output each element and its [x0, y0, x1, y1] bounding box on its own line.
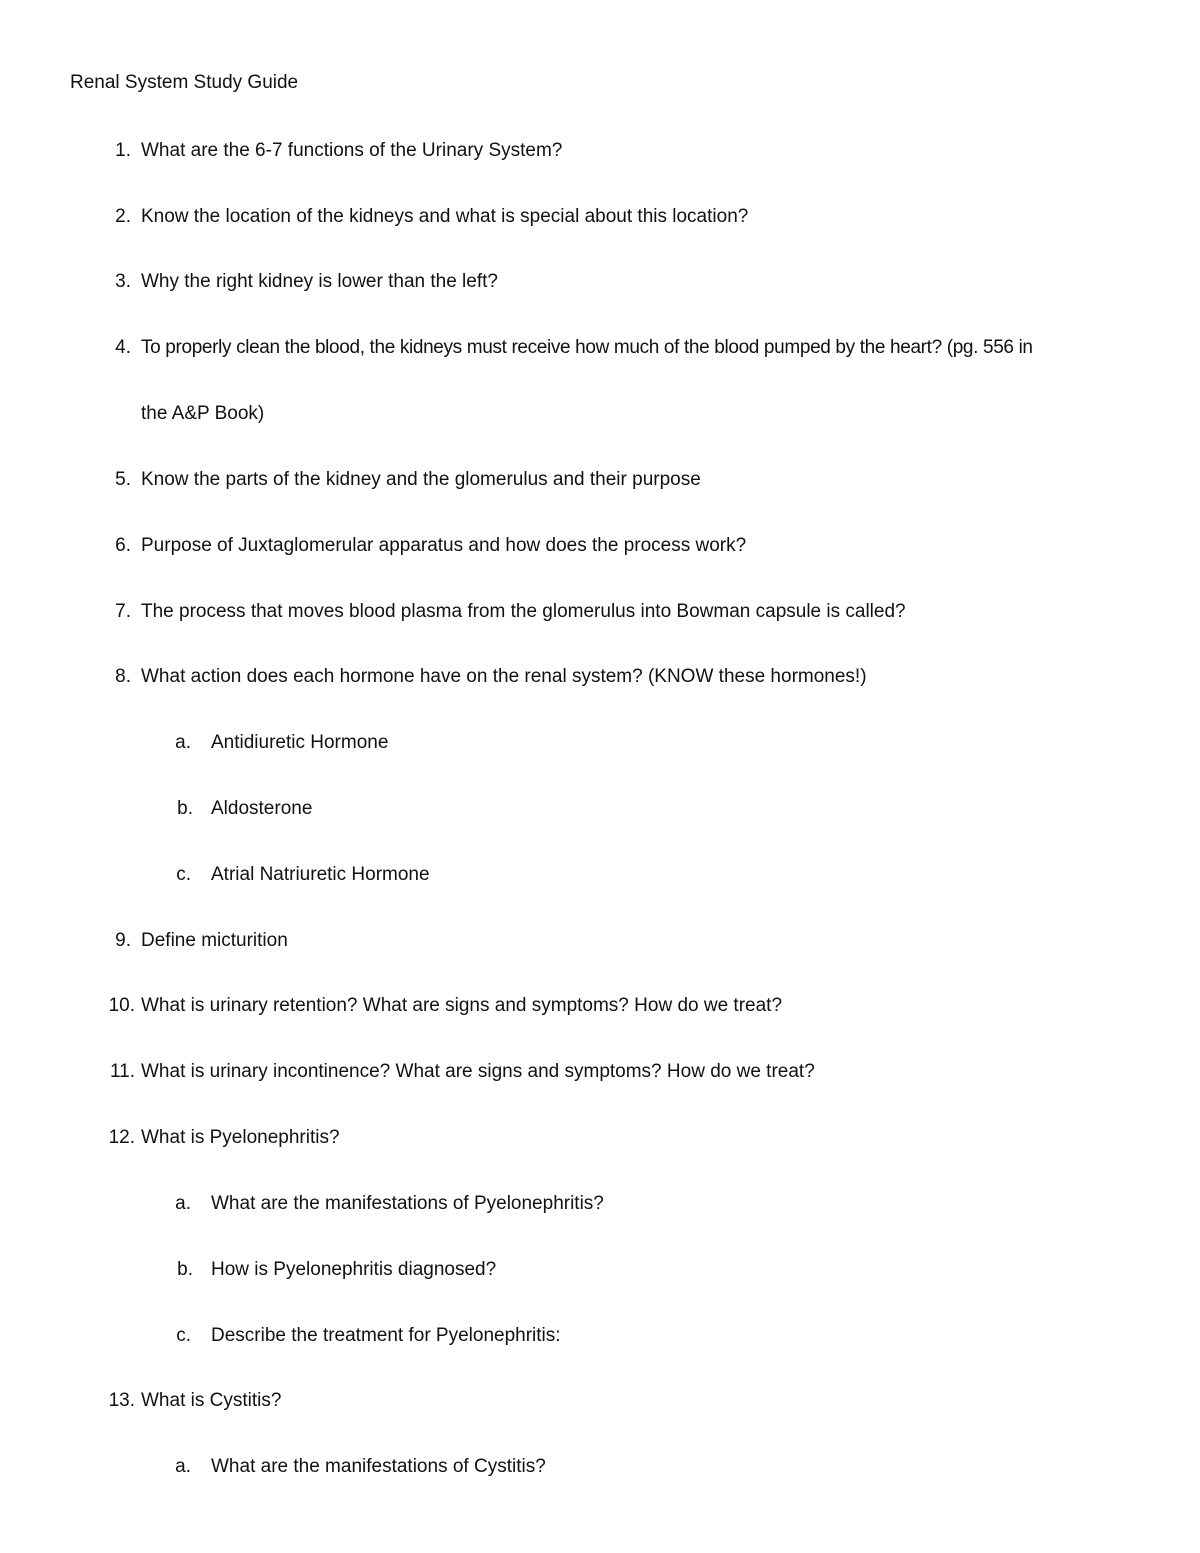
list-item-text: What is urinary incontinence? What are signs and symptoms? How do we treat?	[141, 1061, 815, 1082]
list-item	[115, 533, 747, 559]
list-item-text: What is urinary retention? What are signs and symptoms? How do we treat?	[141, 995, 783, 1016]
sub-list-item-text: Atrial Natriuretic Hormone	[211, 864, 430, 885]
sub-list-item	[176, 862, 430, 888]
list-item-text: Purpose of Juxtaglomerular apparatus and how does the process work?	[141, 535, 747, 556]
sub-list-item-text: How is Pyelonephritis diagnosed?	[211, 1259, 497, 1280]
sub-list-item	[175, 1191, 604, 1217]
list-item	[109, 1059, 815, 1085]
sub-list-item	[177, 1257, 497, 1283]
list-item-text: Why the right kidney is lower than the left?	[141, 271, 498, 292]
list-item-number: 1.	[115, 140, 131, 161]
sub-list-item-letter: a.	[175, 1456, 191, 1477]
sub-list-item-letter: b.	[177, 1259, 193, 1280]
list-item-text: the A&P Book)	[141, 403, 265, 424]
list-item-text: The process that moves blood plasma from the glomerulus into Bowman capsule is called?	[141, 601, 906, 622]
list-item	[115, 138, 563, 164]
list-item-text: Know the location of the kidneys and what is special about this location?	[141, 206, 749, 227]
document-title: Renal System Study Guide	[70, 72, 299, 93]
sub-list-item	[175, 1454, 546, 1480]
list-item-text: What is Pyelonephritis?	[141, 1127, 340, 1148]
sub-list-item-letter: a.	[175, 732, 191, 753]
list-item	[115, 335, 1033, 361]
list-item-continuation	[141, 401, 264, 427]
sub-list-item-text: Describe the treatment for Pyelonephritis:	[211, 1325, 561, 1346]
list-item	[115, 204, 749, 230]
list-item-text: What is Cystitis?	[141, 1390, 282, 1411]
sub-list-item-letter: c.	[176, 1325, 191, 1346]
list-item-number: 7.	[115, 601, 131, 622]
list-item	[115, 467, 701, 493]
sub-list-item	[176, 1323, 561, 1349]
list-item-text: Know the parts of the kidney and the glomerulus and their purpose	[141, 469, 701, 490]
list-item	[115, 269, 498, 295]
sub-list-item	[177, 796, 313, 822]
list-item-number: 4.	[115, 337, 131, 358]
list-item-number: 8.	[115, 666, 131, 687]
list-item-text: Define micturition	[141, 930, 288, 951]
sub-list-item-letter: a.	[175, 1193, 191, 1214]
sub-list-item-text: Aldosterone	[211, 798, 313, 819]
list-item-text: To properly clean the blood, the kidneys must receive how much of the blood pumped by the heart? (pg. 556 in	[141, 337, 1033, 358]
sub-list-item-text: What are the manifestations of Cystitis?	[211, 1456, 546, 1477]
sub-list-item-letter: c.	[176, 864, 191, 885]
list-item	[108, 1388, 282, 1414]
sub-list-item-text: Antidiuretic Hormone	[211, 732, 389, 753]
list-item-text: What action does each hormone have on the renal system? (KNOW these hormones!)	[141, 666, 867, 687]
sub-list-item	[175, 730, 389, 756]
list-item-number: 13.	[108, 1390, 135, 1411]
list-item-number: 5.	[115, 469, 131, 490]
list-item-number: 6.	[115, 535, 131, 556]
list-item-number: 11.	[109, 1061, 135, 1082]
list-item	[115, 664, 867, 690]
list-item	[108, 993, 783, 1019]
list-item-number: 9.	[115, 930, 131, 951]
sub-list-item-letter: b.	[177, 798, 193, 819]
sub-list-item-text: What are the manifestations of Pyelonephritis?	[211, 1193, 604, 1214]
list-item-number: 2.	[115, 206, 131, 227]
list-item	[115, 599, 906, 625]
list-item	[108, 1125, 340, 1151]
list-item-number: 10.	[108, 995, 135, 1016]
list-item-number: 3.	[115, 271, 131, 292]
list-item	[115, 928, 288, 954]
list-item-text: What are the 6-7 functions of the Urinary System?	[141, 140, 563, 161]
list-item-number: 12.	[108, 1127, 135, 1148]
